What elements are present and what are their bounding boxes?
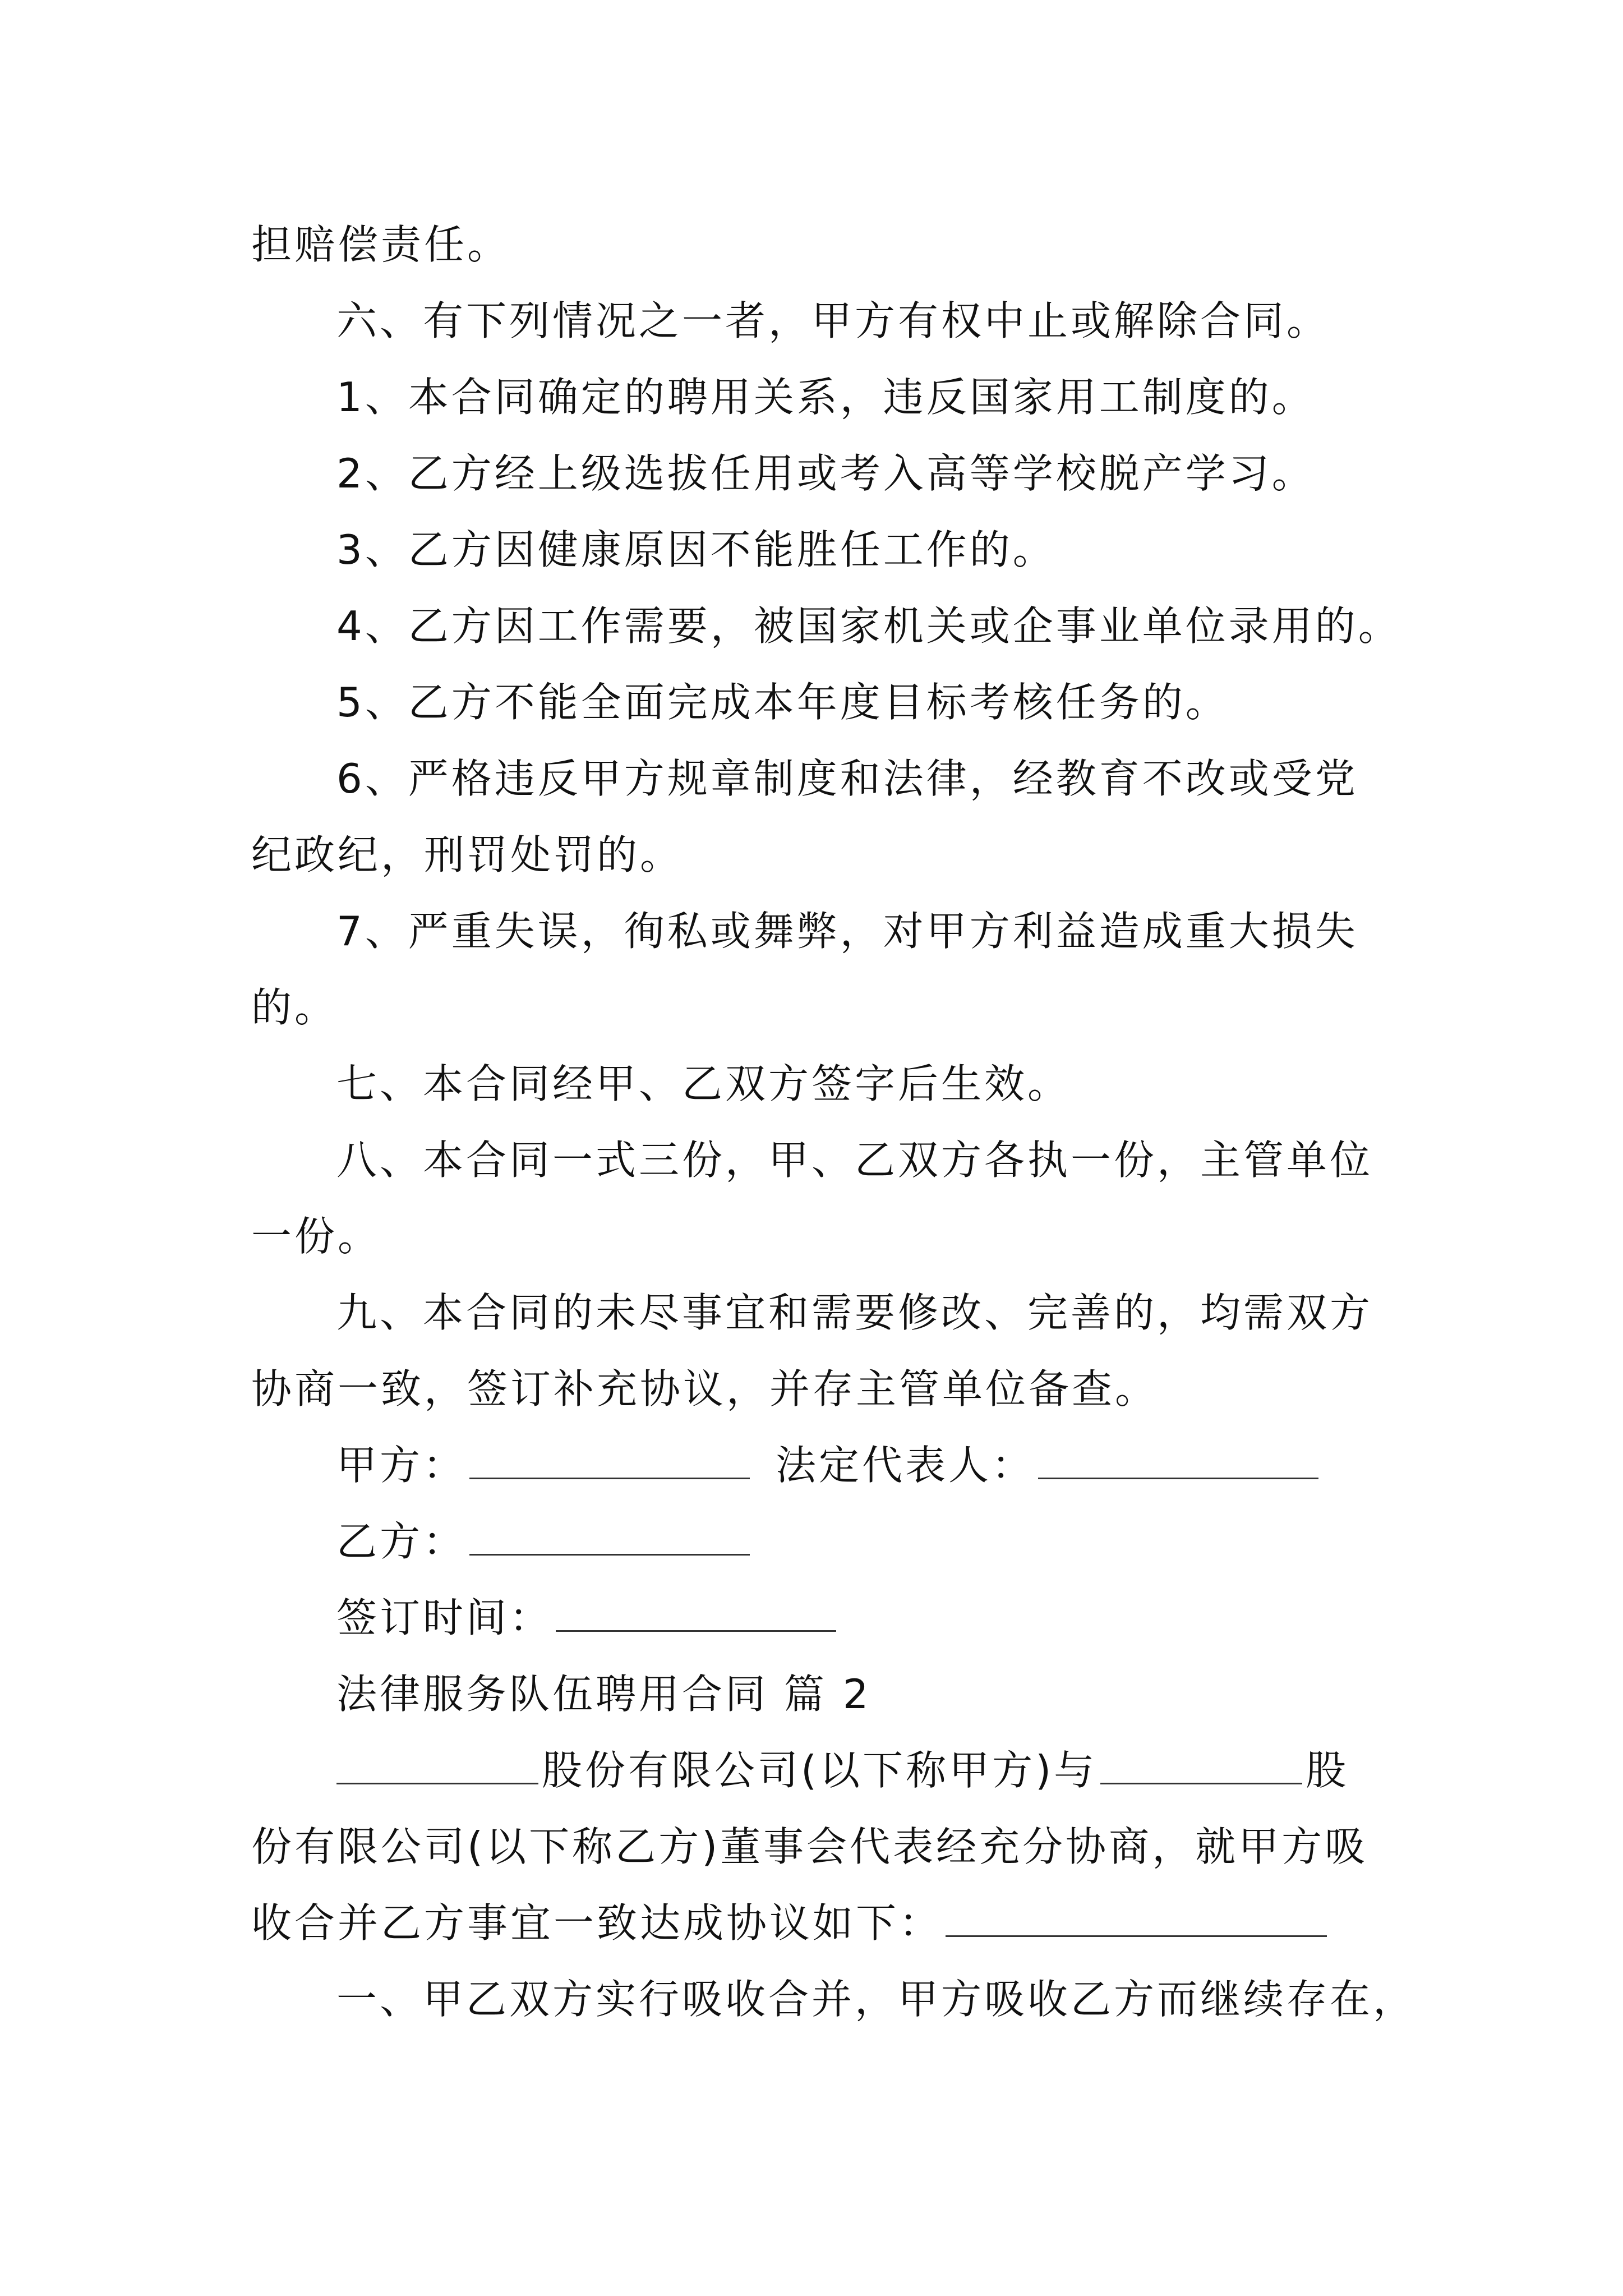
paragraph-line: 担赔偿责任。 [251, 221, 511, 268]
company-b-blank [1100, 1746, 1302, 1784]
clause-seven: 七、本合同经甲、乙双方签字后生效。 [336, 1060, 1071, 1107]
clause-six-item-6: 6、严格违反甲方规章制度和法律，经教育不改或受党 [336, 755, 1358, 802]
clause-nine: 九、本合同的未尽事宜和需要修改、完善的，均需双方 [336, 1289, 1373, 1336]
section-2-line-3 [0, 1895, 1623, 1951]
section-2-line-1 [0, 1742, 1623, 1798]
clause-six-item-3: 3、乙方因健康原因不能胜任工作的。 [336, 526, 1056, 573]
legal-rep-blank [1038, 1441, 1318, 1479]
clause-six-item-5: 5、乙方不能全面完成本年度目标考核任务的。 [336, 679, 1229, 726]
legal-rep-label: 法定代表人： [776, 1442, 1035, 1489]
company-b-text: 股 [1306, 1747, 1349, 1794]
clause-nine-cont: 协商一致，签订补充协议，并存主管单位备查。 [251, 1365, 1159, 1412]
clause-six-item-7: 7、严重失误，徇私或舞弊，对甲方利益造成重大损失 [336, 908, 1358, 955]
clause-six-item-4: 4、乙方因工作需要，被国家机关或企事业单位录用的。 [336, 602, 1401, 650]
clause-six-item-6-cont: 纪政纪，刑罚处罚的。 [251, 831, 684, 878]
section-2-line-2: 份有限公司(以下称乙方)董事会代表经充分协商，就甲方吸 [251, 1823, 1368, 1870]
clause-six-item-2: 2、乙方经上级选拔任用或考入高等学校脱产学习。 [336, 450, 1315, 497]
clause-eight-cont: 一份。 [251, 1213, 381, 1260]
section-2-line-4: 一、甲乙双方实行吸收合并，甲方吸收乙方而继续存在， [336, 1976, 1417, 2023]
company-a-blank [336, 1746, 538, 1784]
party-b-blank [469, 1517, 750, 1556]
party-a-label: 甲方： [336, 1442, 467, 1489]
clause-six-item-7-cont: 的。 [251, 984, 338, 1031]
section-2-line-3-text: 收合并乙方事宜一致达成协议如下： [251, 1899, 943, 1947]
party-a-blank [469, 1441, 750, 1479]
clause-eight: 八、本合同一式三份，甲、乙双方各执一份，主管单位 [336, 1137, 1373, 1184]
sign-time-label: 签订时间： [336, 1594, 553, 1641]
company-a-text: 股份有限公司(以下称甲方)与 [542, 1747, 1098, 1794]
clause-six-item-1: 1、本合同确定的聘用关系，违反国家用工制度的。 [336, 374, 1315, 421]
section-2-title: 法律服务队伍聘用合同 篇 2 [336, 1671, 872, 1718]
clause-six: 六、有下列情况之一者，甲方有权中止或解除合同。 [336, 297, 1330, 344]
signature-row-a [0, 1437, 1623, 1493]
sign-time-blank [556, 1593, 836, 1632]
signature-row-b [0, 1513, 1623, 1570]
party-b-label: 乙方： [336, 1518, 467, 1565]
signature-time-row [0, 1590, 1623, 1646]
agreement-blank [946, 1898, 1327, 1937]
